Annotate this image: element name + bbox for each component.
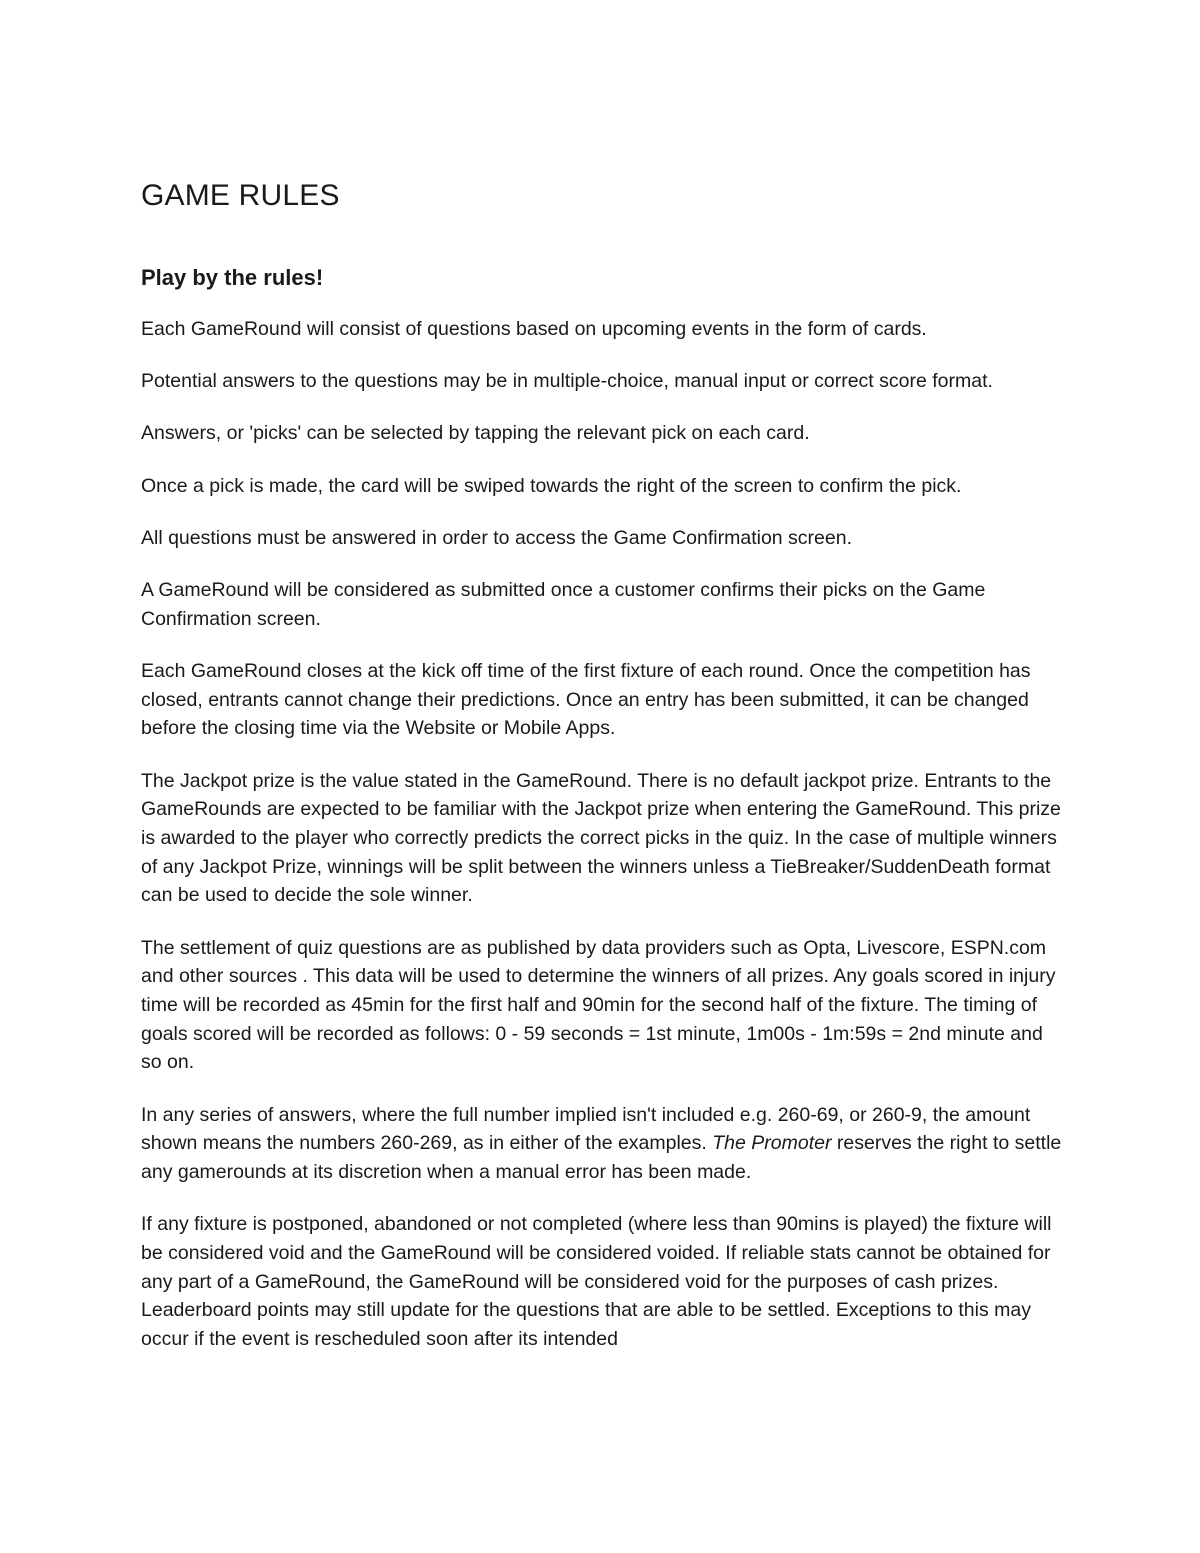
paragraph-answer-all: All questions must be answered in order to access the Game Confirmation screen. — [141, 526, 853, 549]
paragraph-void-fixtures: If any fixture is postponed, abandoned or not completed (where less than 90mins is played) the fixture will be considered void and the GameRound will be considered voided. If reliable stats cannot be obtained for any part of a GameRound, the GameRound will be considered void for the purposes of cash prizes. Leaderboard points may still update for the questions that are able to be settled. Exceptions to this may occur if the event is rescheduled soon after its intended — [141, 1213, 1052, 1350]
document-page — [141, 176, 1066, 1377]
paragraph-closing-time: Each GameRound closes at the kick off time of the first fixture of each round. Once the competition has closed, entrants cannot change their predictions. Once an entry has been submitted, it can be changed before the closing time via the Website or Mobile Apps. — [141, 659, 1031, 740]
page-title: GAME RULES — [141, 179, 340, 212]
paragraph-jackpot-prize: The Jackpot prize is the value stated in the GameRound. There is no default jackpot prize. Entrants to the GameRounds are expected to be familiar with the Jackpot prize when entering the GameRound. This prize is awarded to the player who correctly predicts the correct picks in the quiz. In the case of multiple winners of any Jackpot Prize, winnings will be split between the winners unless a TieBreaker/SuddenDeath format can be used to decide the sole winner. — [141, 769, 1061, 907]
paragraph-settlement: The settlement of quiz questions are as published by data providers such as Opta, Livescore, ESPN.com and other sources . This data will be used to determine the winners of all prizes. Any goals scored in injury time will be recorded as 45min for the first half and 90min for the second half of the fixture. The timing of goals scored will be recorded as follows: 0 - 59 seconds = 1st minute, 1m00s - 1m:59s = 2nd minute and so on. — [141, 936, 1056, 1074]
paragraph-number-series — [141, 1101, 1066, 1187]
paragraph-submission: A GameRound will be considered as submitted once a customer confirms their picks on the Game Confirmation screen. — [141, 579, 986, 630]
number-series-text-before: In any series of answers, where the full number implied isn't included e.g. 260-69, or 260-9, the amount shown means the numbers 260-269, as in either of the examples. — [141, 1103, 1031, 1155]
paragraph-selecting-picks: Answers, or 'picks' can be selected by tapping the relevant pick on each card. — [141, 422, 810, 445]
promoter-emphasis: The Promoter — [712, 1132, 832, 1155]
paragraph-answer-formats: Potential answers to the questions may be in multiple-choice, manual input or correct score format. — [141, 370, 993, 393]
number-series-text-after: reserves the right to settle any gamerounds at its discretion when a manual error has been made. — [141, 1132, 1062, 1183]
paragraph-confirm-pick: Once a pick is made, the card will be swiped towards the right of the screen to confirm the pick. — [141, 474, 962, 497]
paragraph-gameround-questions: Each GameRound will consist of questions based on upcoming events in the form of cards. — [141, 318, 927, 340]
page-subtitle: Play by the rules! — [141, 265, 324, 290]
